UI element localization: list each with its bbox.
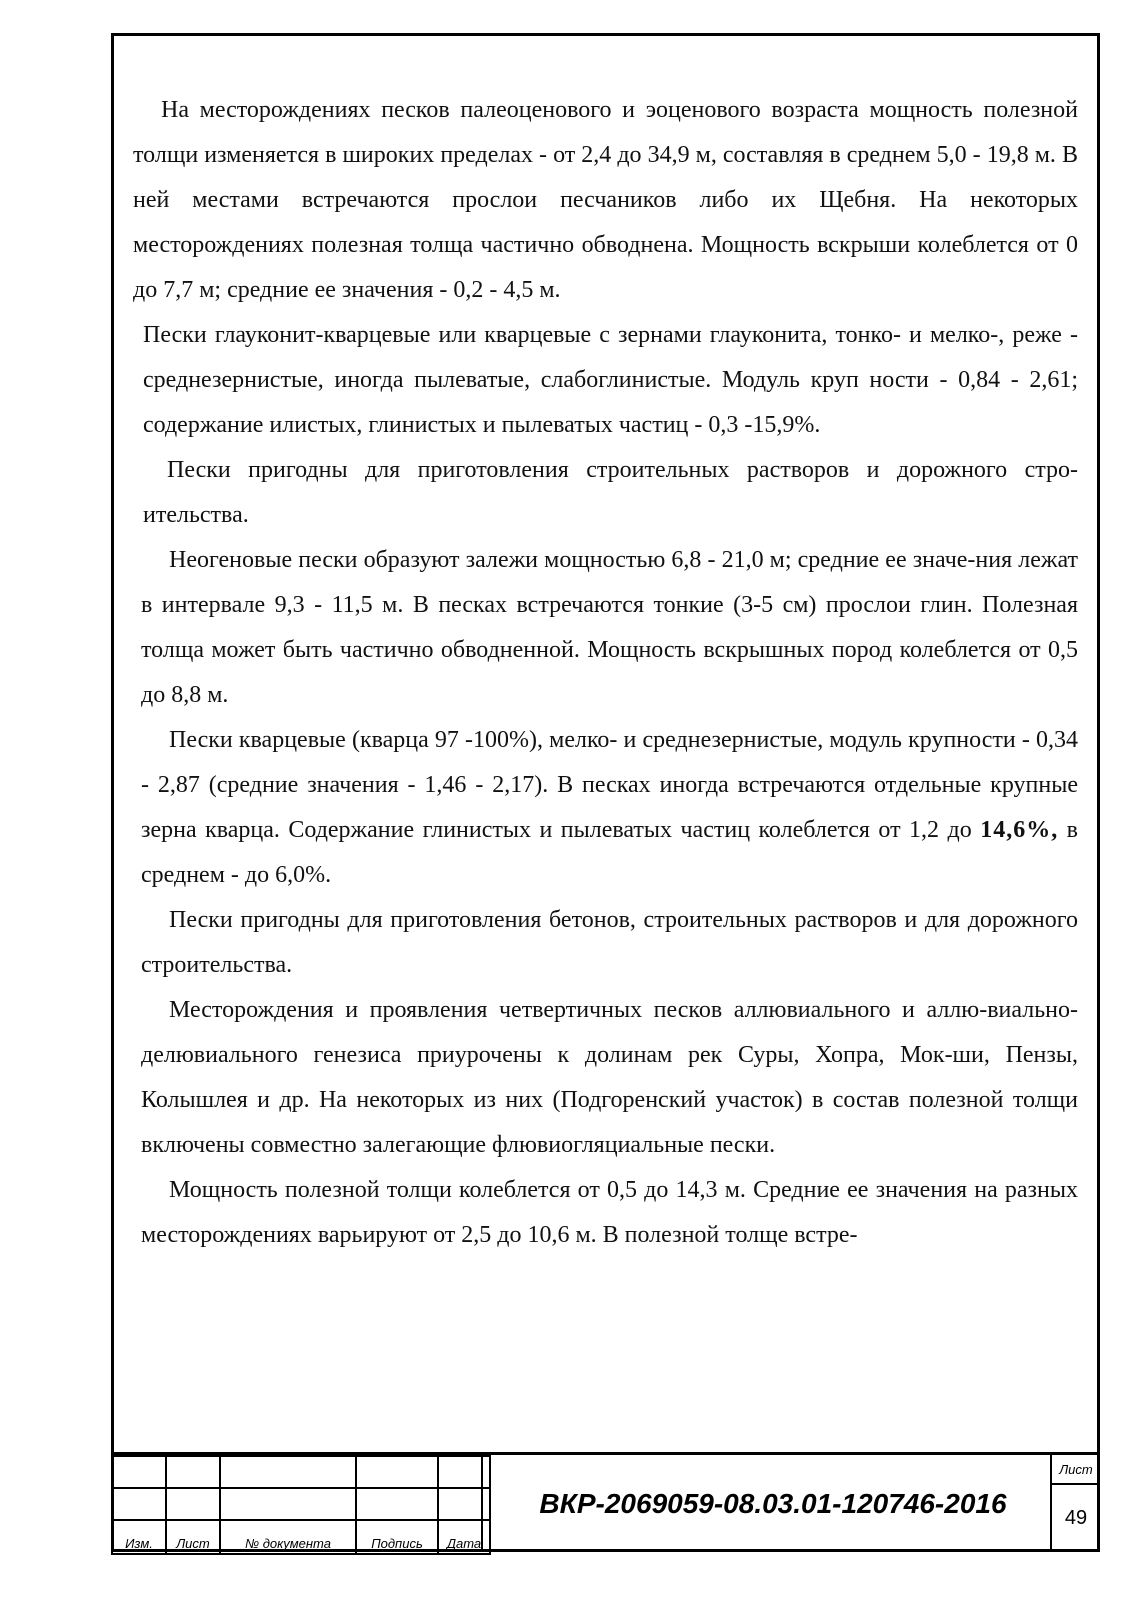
document-code: ВКР-2069059-08.03.01-120746-2016 [481, 1455, 1063, 1552]
document-body [133, 88, 1078, 1258]
paragraph-5-text-start: Пески кварцевые (кварца 97 -100%), мелко- и среднезернистые, модуль крупности - 0,34 - 2,87 (средние значения - 1,46 - 2,17). В песках иногда встречаются отдельные крупные зерна кварца. Содержание глинистых и пылеватых частиц колеблется от 1,2 до [141, 727, 1078, 843]
paragraph-5 [133, 718, 1078, 898]
sheet-label: Лист [1052, 1455, 1100, 1485]
paragraph-7: Месторождения и проявления четвертичных песков аллювиального и аллю-виально-делювиального генезиса приурочены к долинам рек Суры, Хопра, Мок-ши, Пензы, Колышлея и др. На некоторых из них (Подгоренский участок) в состав полезной толщи включены совместно залегающие флювиогляциальные пески. [141, 997, 1078, 1158]
column-date: Дата [438, 1520, 490, 1554]
paragraph-6: Пески пригодны для приготовления бетонов, строительных растворов и для дорожного строительства. [141, 907, 1078, 978]
revision-table [111, 1455, 491, 1555]
column-document-number: № документа [220, 1520, 356, 1554]
paragraph-5-text-end: в среднем - до 6,0%. [141, 817, 1078, 888]
paragraph-8: Мощность полезной толщи колеблется от 0,5 до 14,3 м. Средние ее значения на разных месторождениях варьируют от 2,5 до 10,6 м. В полезной толще встре- [141, 1177, 1078, 1248]
column-sheet: Лист [166, 1520, 220, 1554]
column-signature: Подпись [356, 1520, 438, 1554]
sheet-number: 49 [1064, 1507, 1088, 1529]
paragraph-1: На месторождениях песков палеоценового и эоценового возраста мощность полезной толщи изменяется в широких пределах - от 2,4 до 34,9 м, составляя в среднем 5,0 - 19,8 м. В ней местами встречаются прослои песчаников либо их Щебня. На некоторых месторождениях полезная толща частично обводнена. Мощность вскрыши колеблется от 0 до 7,7 м; средние ее значения - 0,2 - 4,5 м. [133, 97, 1078, 303]
sheet-number-box [1050, 1455, 1100, 1552]
title-block [111, 1452, 1100, 1552]
paragraph-2: Пески глауконит-кварцевые или кварцевые с зернами глауконита, тонко- и мелко-, реже - среднезернистые, иногда пылеватые, слабоглинистые. Модуль круп ности - 0,84 - 2,61; содержание илистых, глинистых и пылеватых частиц - 0,3 -15,9%. [143, 322, 1078, 438]
paragraph-4: Неогеновые пески образуют залежи мощностью 6,8 - 21,0 м; средние ее значе-ния лежат в интервале 9,3 - 11,5 м. В песках встречаются тонкие (3-5 см) прослои глин. Полезная толща может быть частично обводненной. Мощность вскрышных пород колеблется от 0,5 до 8,8 м. [141, 547, 1078, 708]
column-change: Изм. [112, 1520, 166, 1554]
paragraph-3: Пески пригодны для приготовления строительных растворов и дорожного стро-ительства. [143, 457, 1078, 528]
paragraph-5-bold-value: 14,6%, [980, 817, 1059, 843]
